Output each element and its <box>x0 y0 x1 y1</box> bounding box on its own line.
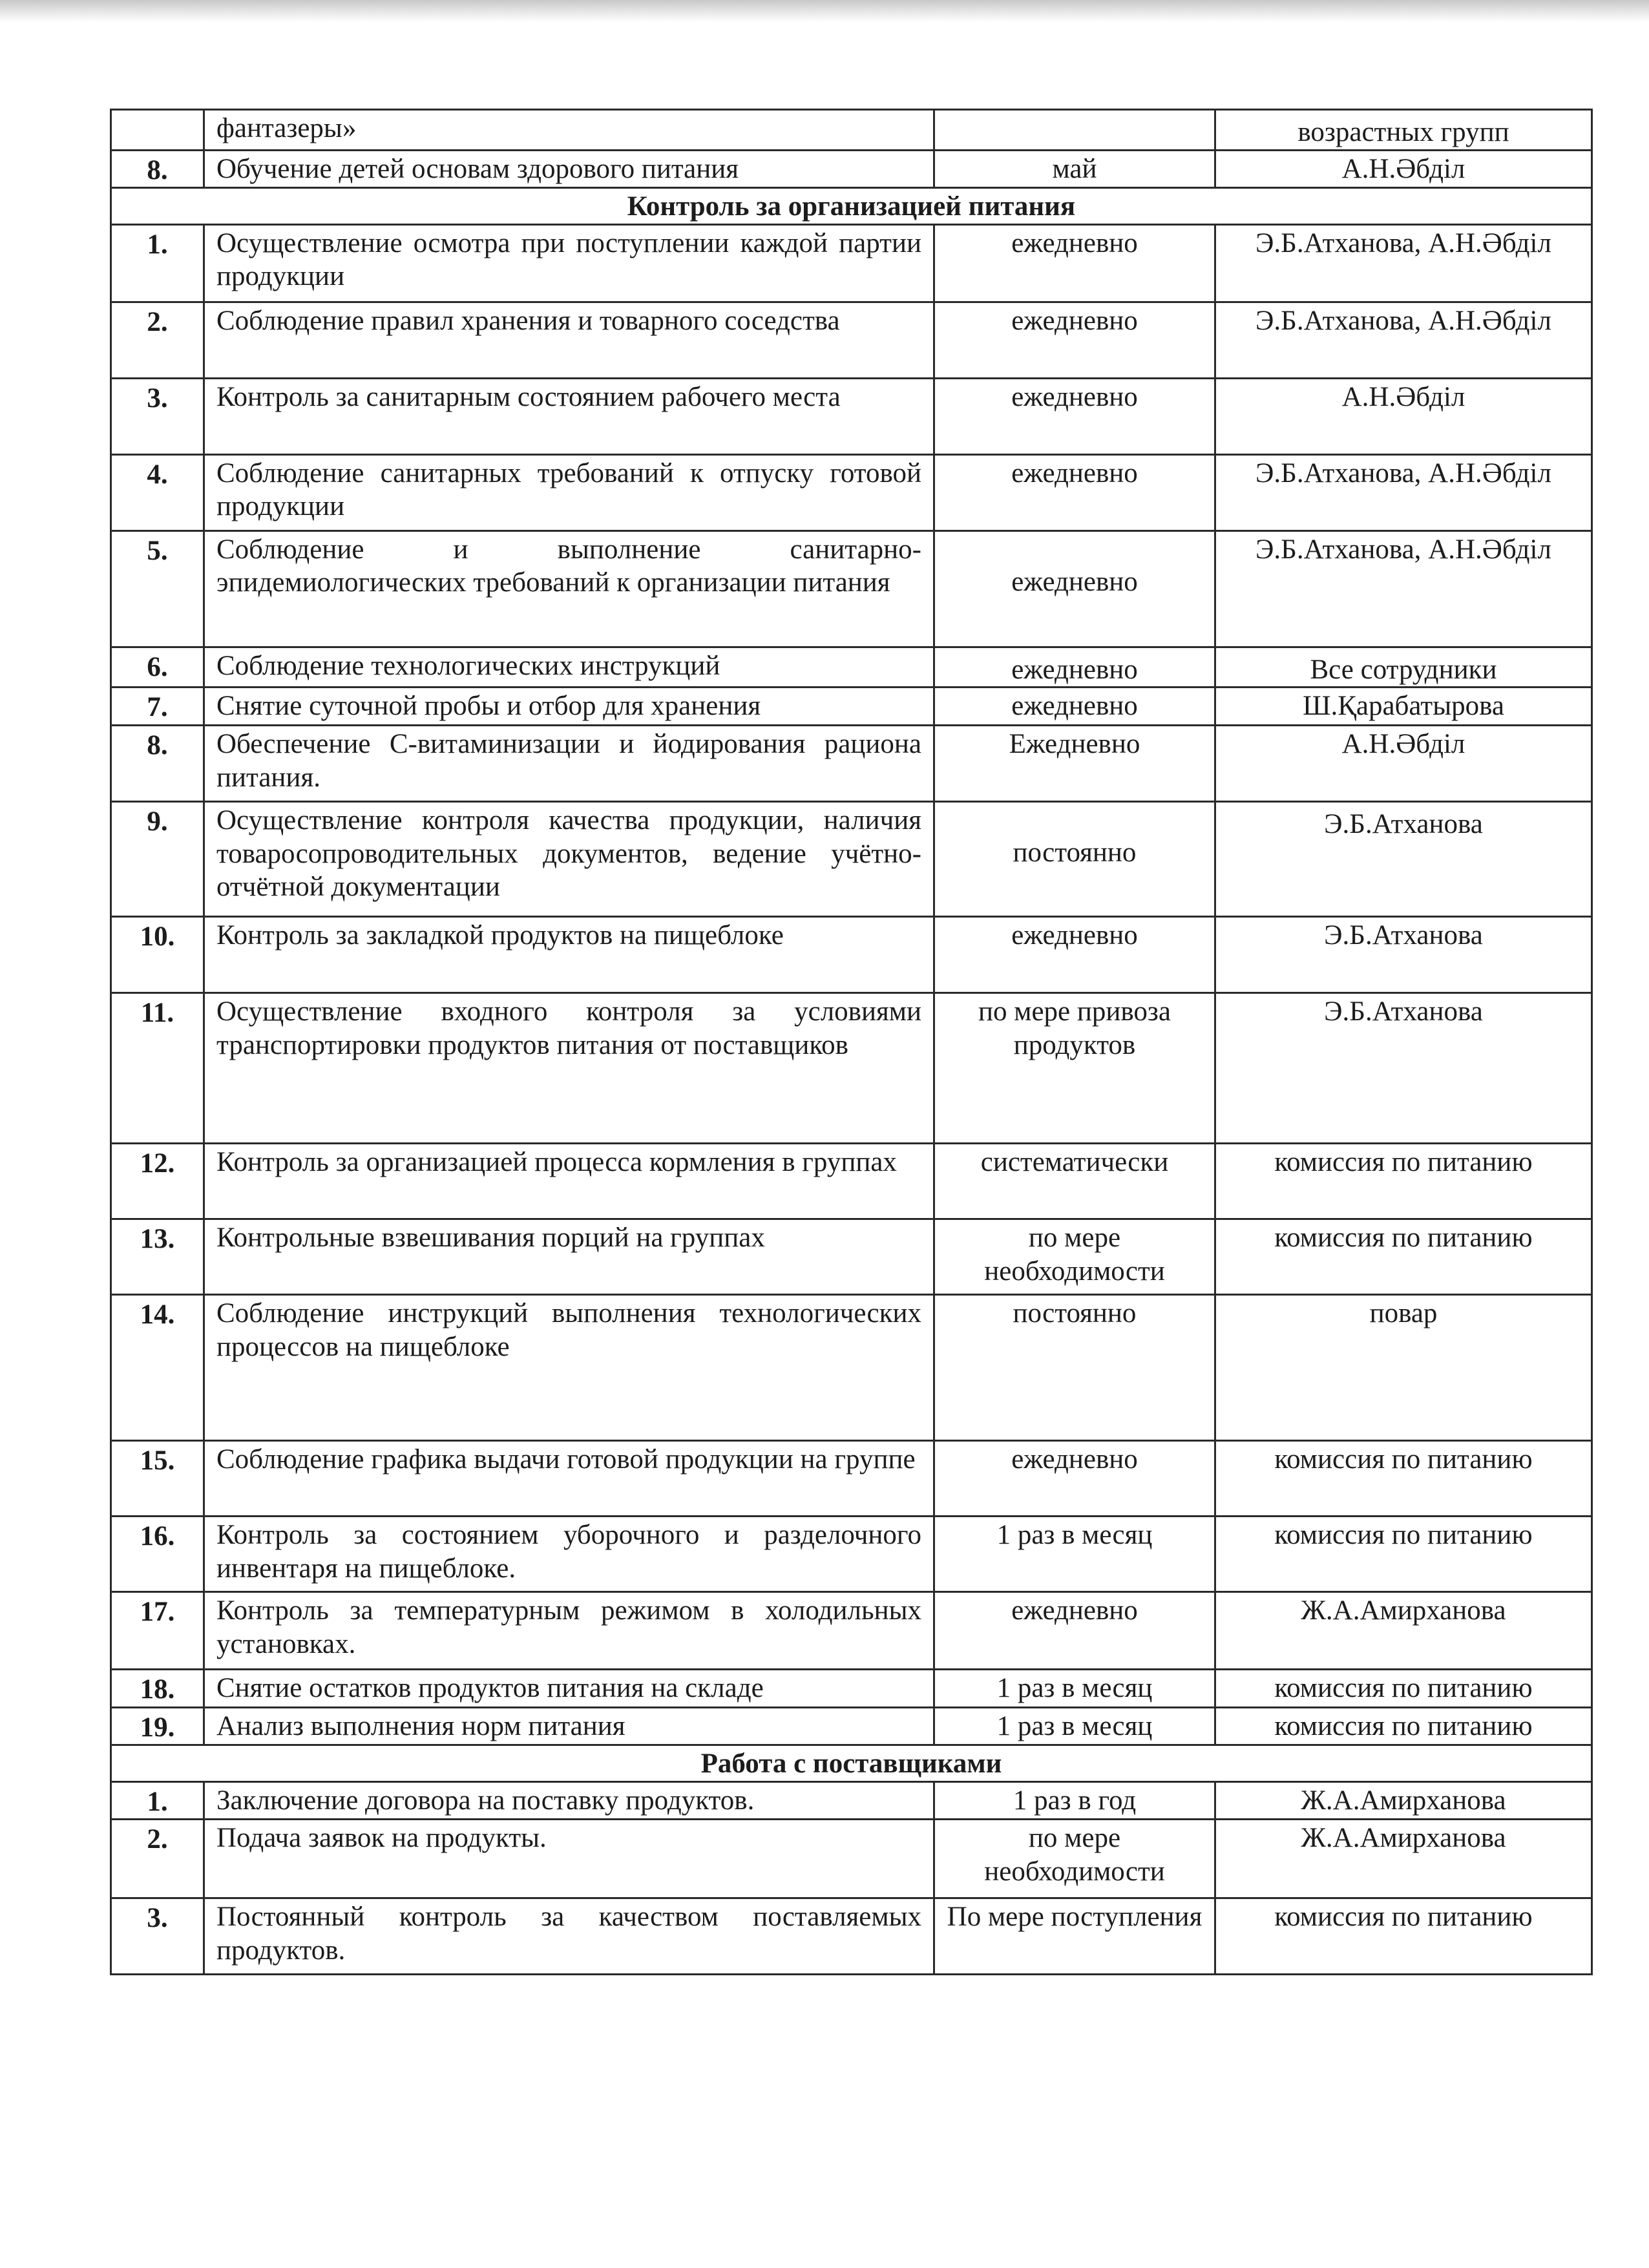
row-number: 6. <box>111 647 204 688</box>
row-number: 19. <box>111 1707 204 1745</box>
table-row <box>111 1591 1592 1669</box>
row-number: 3. <box>111 378 204 454</box>
task-cell: фантазеры» <box>204 110 934 151</box>
task-cell: Контроль за организацией процесса кормления в группах <box>204 1143 934 1219</box>
row-number: 8. <box>111 725 204 801</box>
table-row <box>111 1219 1592 1294</box>
deadline-text: ежедневно <box>1011 566 1138 597</box>
task-cell: Снятие остатков продуктов питания на складе <box>204 1669 934 1707</box>
task-cell: Осуществление осмотра при поступлении каждой партии продукции <box>204 224 934 302</box>
responsible-cell: Ж.А.Амирханова <box>1215 1781 1592 1820</box>
deadline-cell: ежедневно <box>934 378 1215 454</box>
row-number: 1. <box>111 224 204 302</box>
deadline-cell: Ежедневно <box>934 725 1215 801</box>
deadline-cell: ежедневно <box>934 647 1215 688</box>
row-number: 7. <box>111 688 204 726</box>
row-number: 5. <box>111 530 204 647</box>
deadline-cell: систематически <box>934 1143 1215 1219</box>
task-cell: Снятие суточной пробы и отбор для хранения <box>204 688 934 726</box>
table-row <box>111 688 1592 726</box>
deadline-cell: ежедневно <box>934 1440 1215 1516</box>
row-number: 13. <box>111 1219 204 1294</box>
row-number: 18. <box>111 1669 204 1707</box>
responsible-cell: Э.Б.Атханова <box>1215 801 1592 916</box>
responsible-cell: Э.Б.Атханова, А.Н.Әбділ <box>1215 224 1592 302</box>
deadline-cell: 1 раз в месяц <box>934 1669 1215 1707</box>
deadline-cell: 1 раз в месяц <box>934 1516 1215 1591</box>
task-cell: Контроль за закладкой продуктов на пищеблоке <box>204 916 934 992</box>
task-cell: Контроль за состоянием уборочного и разделочного инвентаря на пищеблоке. <box>204 1516 934 1591</box>
task-cell: Соблюдение инструкций выполнения технологических процессов на пищеблоке <box>204 1294 934 1440</box>
row-number: 16. <box>111 1516 204 1591</box>
table-row <box>111 1294 1592 1440</box>
task-cell: Соблюдение правил хранения и товарного соседства <box>204 302 934 378</box>
deadline-cell: ежедневно <box>934 688 1215 726</box>
section-title-food-control: Контроль за организацией питания <box>111 188 1592 225</box>
responsible-cell: А.Н.Әбділ <box>1215 150 1592 188</box>
row-number <box>111 110 204 151</box>
task-cell: Заключение договора на поставку продуктов. <box>204 1781 934 1820</box>
deadline-cell: май <box>934 150 1215 188</box>
deadline-cell: 1 раз в месяц <box>934 1707 1215 1745</box>
food-plan-table <box>110 109 1593 1975</box>
table-row <box>111 110 1592 151</box>
table-row <box>111 647 1592 688</box>
task-cell: Подача заявок на продукты. <box>204 1820 934 1898</box>
row-number: 8. <box>111 150 204 188</box>
table-row <box>111 1143 1592 1219</box>
deadline-cell: по мере необходимости <box>934 1219 1215 1294</box>
deadline-cell: по мере привоза продуктов <box>934 992 1215 1143</box>
deadline-cell: 1 раз в год <box>934 1781 1215 1820</box>
responsible-cell: Э.Б.Атханова <box>1215 916 1592 992</box>
responsible-cell: комиссия по питанию <box>1215 1707 1592 1745</box>
table-row <box>111 1516 1592 1591</box>
table-row <box>111 1781 1592 1820</box>
table-row <box>111 1440 1592 1516</box>
responsible-cell: повар <box>1215 1294 1592 1440</box>
row-number: 3. <box>111 1898 204 1975</box>
deadline-cell: ежедневно <box>934 916 1215 992</box>
row-number: 14. <box>111 1294 204 1440</box>
responsible-cell: Ж.А.Амирханова <box>1215 1591 1592 1669</box>
row-number: 12. <box>111 1143 204 1219</box>
row-number: 15. <box>111 1440 204 1516</box>
responsible-cell: Ж.А.Амирханова <box>1215 1820 1592 1898</box>
task-cell: Осуществление контроля качества продукции, наличия товаросопроводительных документов, ведение учётно-отчётной документации <box>204 801 934 916</box>
table-row <box>111 530 1592 647</box>
task-cell: Соблюдение санитарных требований к отпуску готовой продукции <box>204 454 934 530</box>
deadline-cell <box>934 530 1215 647</box>
deadline-cell: по мере необходимости <box>934 1820 1215 1898</box>
responsible-cell: Все сотрудники <box>1215 647 1592 688</box>
section-header-row <box>111 188 1592 225</box>
table-row <box>111 454 1592 530</box>
task-cell: Соблюдение и выполнение санитарно-эпидемиологических требований к организации питания <box>204 530 934 647</box>
deadline-cell: ежедневно <box>934 302 1215 378</box>
task-cell: Соблюдение технологических инструкций <box>204 647 934 688</box>
table-row <box>111 916 1592 992</box>
section-header-row <box>111 1745 1592 1782</box>
task-cell: Обеспечение С-витаминизации и йодирования рациона питания. <box>204 725 934 801</box>
table-row <box>111 1898 1592 1975</box>
task-cell: Контрольные взвешивания порций на группах <box>204 1219 934 1294</box>
responsible-cell: возрастных групп <box>1215 110 1592 151</box>
responsible-cell: комиссия по питанию <box>1215 1669 1592 1707</box>
responsible-cell: Э.Б.Атханова <box>1215 992 1592 1143</box>
table-row <box>111 1707 1592 1745</box>
table-row <box>111 150 1592 188</box>
row-number: 4. <box>111 454 204 530</box>
row-number: 11. <box>111 992 204 1143</box>
table-row <box>111 725 1592 801</box>
row-number: 1. <box>111 1781 204 1820</box>
table-row <box>111 992 1592 1143</box>
deadline-cell <box>934 801 1215 916</box>
table-row <box>111 224 1592 302</box>
responsible-cell: комиссия по питанию <box>1215 1898 1592 1975</box>
responsible-cell: комиссия по питанию <box>1215 1143 1592 1219</box>
row-number: 2. <box>111 302 204 378</box>
section-title-suppliers: Работа с поставщиками <box>111 1745 1592 1782</box>
deadline-text: постоянно <box>1013 837 1137 868</box>
task-cell: Соблюдение графика выдачи готовой продукции на группе <box>204 1440 934 1516</box>
table-row <box>111 1820 1592 1898</box>
row-number: 17. <box>111 1591 204 1669</box>
deadline-cell: ежедневно <box>934 1591 1215 1669</box>
responsible-cell: Э.Б.Атханова, А.Н.Әбділ <box>1215 302 1592 378</box>
table-row <box>111 302 1592 378</box>
deadline-cell: ежедневно <box>934 224 1215 302</box>
table-row <box>111 378 1592 454</box>
task-cell: Контроль за санитарным состоянием рабочего места <box>204 378 934 454</box>
row-number: 9. <box>111 801 204 916</box>
scan-top-edge-shadow <box>0 0 1649 22</box>
task-cell: Контроль за температурным режимом в холодильных установках. <box>204 1591 934 1669</box>
responsible-cell: комиссия по питанию <box>1215 1440 1592 1516</box>
responsible-cell: комиссия по питанию <box>1215 1219 1592 1294</box>
responsible-cell: Э.Б.Атханова, А.Н.Әбділ <box>1215 454 1592 530</box>
task-cell: Осуществление входного контроля за условиями транспортировки продуктов питания от поставщиков <box>204 992 934 1143</box>
task-cell: Анализ выполнения норм питания <box>204 1707 934 1745</box>
responsible-cell: А.Н.Әбділ <box>1215 725 1592 801</box>
deadline-cell <box>934 110 1215 151</box>
row-number: 2. <box>111 1820 204 1898</box>
responsible-cell: Ш.Қарабатырова <box>1215 688 1592 726</box>
table-row <box>111 1669 1592 1707</box>
row-number: 10. <box>111 916 204 992</box>
table-row <box>111 801 1592 916</box>
deadline-cell: постоянно <box>934 1294 1215 1440</box>
responsible-cell: комиссия по питанию <box>1215 1516 1592 1591</box>
responsible-cell: А.Н.Әбділ <box>1215 378 1592 454</box>
responsible-cell: Э.Б.Атханова, А.Н.Әбділ <box>1215 530 1592 647</box>
deadline-cell: ежедневно <box>934 454 1215 530</box>
task-cell: Обучение детей основам здорового питания <box>204 150 934 188</box>
task-cell: Постоянный контроль за качеством поставляемых продуктов. <box>204 1898 934 1975</box>
deadline-cell: По мере поступления <box>934 1898 1215 1975</box>
